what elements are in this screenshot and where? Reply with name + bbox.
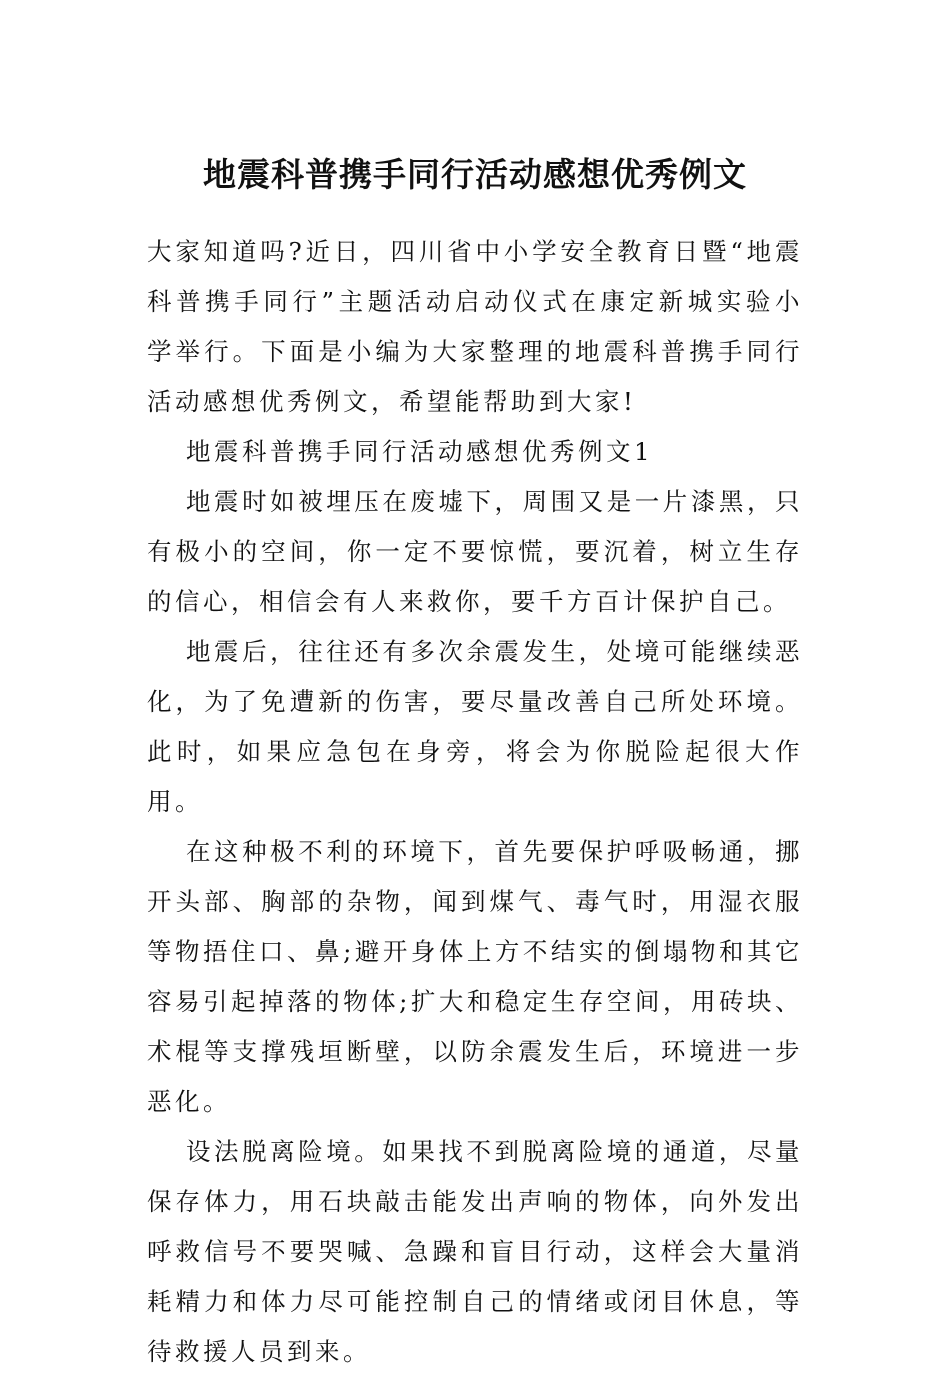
body-paragraph: 在这种极不利的环境下，首先要保护呼吸畅通，挪开头部、胸部的杂物，闻到煤气、毒气时，用湿衣服等物捂住口、鼻;避开身体上方不结实的倒塌物和其它容易引起掉落的物体;扩大和稳定生存空间，用砖块、术棍等支撑残垣断壁，以防余震发生后，环境进一步恶化。 [147,837,803,1116]
document-title: 地震科普携手同行活动感想优秀例文 [203,155,747,195]
body-paragraph: 地震后，往往还有多次余震发生，处境可能继续恶化，为了免遭新的伤害，要尽量改善自己所处环境。此时，如果应急包在身旁，将会为你脱险起很大作用。 [147,637,803,816]
intro-paragraph: 大家知道吗?近日，四川省中小学安全教育日暨“地震科普携手同行”主题活动启动仪式在康定新城实验小学举行。下面是小编为大家整理的地震科普携手同行活动感想优秀例文，希望能帮助到大家! [147,237,803,416]
body-paragraph: 地震时如被埋压在废墟下，周围又是一片漆黑，只有极小的空间，你一定不要惊慌，要沉着，树立生存的信心，相信会有人来救你，要千方百计保护自己。 [147,487,803,616]
document-body [147,227,803,1377]
body-paragraph: 设法脱离险境。如果找不到脱离险境的通道，尽量保存体力，用石块敲击能发出声响的物体，向外发出呼救信号不要哭喊、急躁和盲目行动，这样会大量消耗精力和体力尽可能控制自己的情绪或闭目休息，等待救援人员到来。 [147,1137,803,1366]
section-heading: 地震科普携手同行活动感想优秀例文1 [186,437,654,466]
